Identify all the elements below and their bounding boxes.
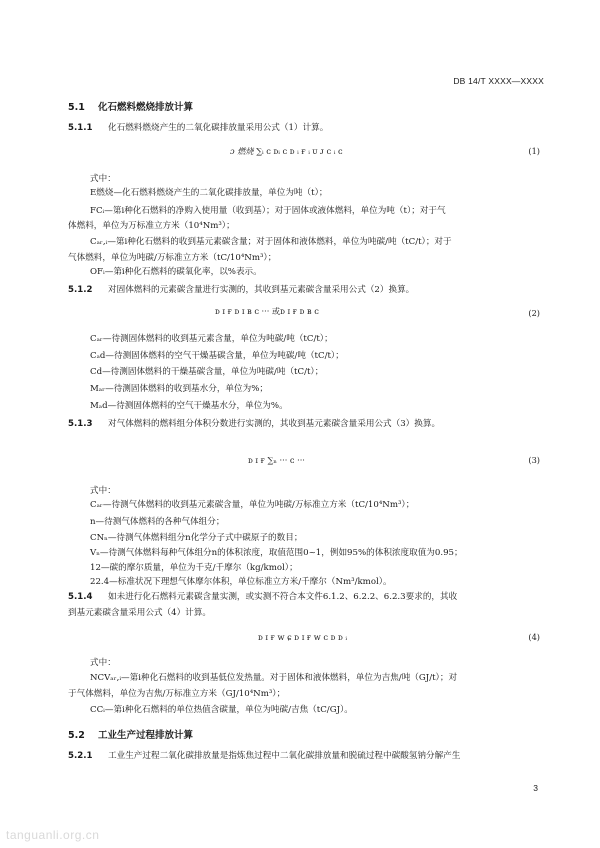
definition-line: Mₐd—待测固体燃料的空气干燥基水分，单位为%。 [90,401,288,411]
clause-text: 工业生产过程二氧化碳排放量是指炼焦过程中二氧化碳排放量和脱硫过程中碳酸氢钠分解产生 [108,751,461,761]
definition-line: CNₙ—待测气体燃料组分n化学分子式中碳原子的数目； [90,533,303,543]
clause-number: 5.2.1 [68,751,93,761]
equation-4: ᴅ ɪ ғ ᴡ ɕ ᴅ ɪ ғ ᴡ ᴄ ᴅ ᴅ ᵢ [258,632,348,642]
clause-5-1-1 [68,122,328,135]
definition-line: 气体燃料，单位为吨碳/万标准立方米（tC/10⁴Nm³）； [68,253,277,263]
definition-line: Mₐᵣ—待测固体燃料的收到基水分，单位为%； [90,384,268,394]
where-label: 式中： [90,658,116,668]
clause-5-1-3 [68,418,440,431]
definition-line: n—待测气体燃料的各种气体组分； [90,517,225,527]
definition-line: Cd—待测固体燃料的干燥基碳含量，单位为吨碳/吨（tC/t）； [90,367,324,377]
clause-text: 对气体燃料的燃料组分体积分数进行实测的，其收到基元素碳含量采用公式（3）换算。 [108,419,441,429]
clause-number: 5.1.4 [68,592,93,602]
watermark: tanguanli.org.cn [6,828,100,842]
clause-5-1-2 [68,284,414,297]
clause-text: 化石燃料燃烧产生的二氧化碳排放量采用公式（1）计算。 [108,123,329,133]
definition-line: Cₐᵣ—待测气体燃料的收到基元素碳含量，单位为吨碳/万标准立方米（tC/10⁴Nm³）； [90,500,415,510]
where-label: 式中： [90,174,116,184]
section-title: 化石燃料燃烧排放计算 [98,102,194,113]
section-title: 工业生产过程排放计算 [98,730,194,741]
clause-5-1-4 [68,591,457,604]
clause-text-line-1: 如未进行化石燃料元素碳含量实测，或实测不符合本文件6.1.2、6.2.2、6.2.3要求的，其收 [108,592,458,602]
document-code: DB 14/T XXXX—XXXX [453,76,544,86]
definition-line: Cₐᵣ—待测固体燃料的收到基元素含量，单位为吨碳/吨（tC/t）； [90,334,333,344]
definition-line: 22.4—标准状况下理想气体摩尔体积，单位标准立方米/千摩尔（Nm³/kmol）。 [90,577,392,587]
where-label: 式中： [90,486,116,496]
clause-number: 5.1.2 [68,285,93,295]
equation-3-number: (3) [528,455,540,465]
definition-line: 体燃料，单位为万标准立方米（10⁴Nm³）； [68,221,235,231]
definition-line: 于气体燃料，单位为吉焦/万标准立方米（GJ/10⁴Nm³）； [68,689,286,699]
equation-4-number: (4) [528,632,540,642]
equation-1 [230,146,343,157]
section-heading-5-1 [68,99,193,113]
clause-number: 5.1.1 [68,123,93,133]
equation-2: ᴅ ɪ ғ ᴅ ɪ ʙ ᴄ ··· 或ᴅ ɪ ғ ᴅ ʙ ᴄ [215,306,319,316]
definition-line: E燃烧—化石燃料燃烧产生的二氧化碳排放量，单位为吨（t）； [90,188,328,198]
definition-line: NCVₐᵣ,ᵢ—第i种化石燃料的收到基低位发热量。对于固体和液体燃料，单位为吉焦/吨（GJ/t）；对 [90,673,458,683]
definition-line: CCᵢ—第i种化石燃料的单位热值含碳量，单位为吨碳/吉焦（tC/GJ）。 [90,705,353,715]
definition-line: Cₐd—待测固体燃料的空气干燥基碳含量，单位为吨碳/吨（tC/t）； [90,351,344,361]
definition-line: 12—碳的摩尔质量，单位为千克/千摩尔（kg/kmol）； [90,563,298,573]
section-number: 5.1 [68,102,85,113]
clause-text-line-2: 到基元素碳含量采用公式（4）计算。 [68,608,211,618]
definition-line: OFᵢ—第i种化石燃料的碳氧化率，以%表示。 [90,267,262,277]
equation-1-left: ɔ 燃烧 [230,146,254,156]
section-heading-5-2 [68,727,193,741]
clause-5-2-1 [68,750,460,763]
definition-line: Cₐᵣ,ᵢ—第i种化石燃料的收到基元素碳含量；对于固体和液体燃料，单位为吨碳/吨（tC/t）；对于 [90,237,452,247]
equation-2-number: (2) [528,308,540,318]
clause-text: 对固体燃料的元素碳含量进行实测的，其收到基元素碳含量采用公式（2）换算。 [108,285,415,295]
definition-line: Vₙ—待测气体燃料每种气体组分n的体积浓度，取值范围0~1，例如95%的体积浓度取值为0.95； [90,548,463,558]
definition-line: FCᵢ—第i种化石燃料的净购入使用量（收到基）；对于固体或液体燃料，单位为吨（t）；对于气 [90,206,446,216]
section-number: 5.2 [68,730,85,741]
equation-3: ᴅ ɪ ғ ∑ₙ ··· ᴄ ··· [248,455,305,465]
equation-1-expression: ∑ᵢ ᴄ ᴅᵢ ᴄ ᴅ ᵢ ғ ᵢ ᴜ ᴊ ᴄ ᵢ ᴄ [256,146,343,156]
equation-1-number: (1) [528,146,540,156]
clause-number: 5.1.3 [68,419,93,429]
page-number: 3 [533,783,538,793]
